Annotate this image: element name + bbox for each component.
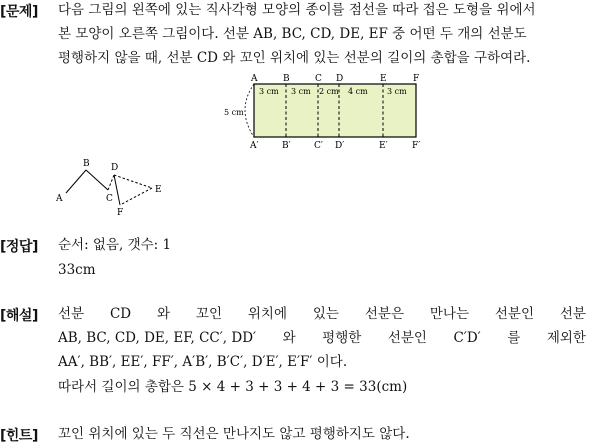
explanation-line-3: AA′, BB′, EE′, FF′, A′B′, B′C′, D′E′, E′F′ 이다. (58, 354, 348, 370)
top-label-c: C (315, 74, 322, 84)
folded-top-view-figure (52, 155, 172, 221)
explanation-tag: [해설] (0, 308, 38, 324)
explanation-word: 평행한 (322, 330, 362, 346)
segment-label-cd: 2 cm (319, 87, 339, 96)
segment-label-de: 4 cm (348, 87, 368, 96)
problem-tag: [문제] (0, 4, 38, 20)
problem-line-3: 평행하지 않을 때, 선분 CD 와 꼬인 위치에 있는 선분의 길이의 총합을 구하여라. (58, 50, 531, 66)
explanation-word: CD (109, 306, 132, 322)
answer-line-2: 33cm (58, 262, 96, 278)
explanation-word: C′D′ (453, 330, 481, 346)
bottom-label-d: D′ (335, 141, 345, 151)
explanation-word: AB, BC, CD, DE, EF, CC′, DD′ (58, 330, 257, 346)
segment-label-ef: 3 cm (387, 87, 407, 96)
explanation-word: 위치에 (247, 306, 288, 322)
fold-label-c: C (106, 194, 113, 204)
top-label-f: F (413, 74, 420, 84)
top-label-d: D (336, 74, 344, 84)
bottom-label-c: C′ (314, 141, 323, 151)
explanation-word: 선분 (58, 306, 85, 322)
segment-label-ab: 3 cm (259, 87, 279, 96)
explanation-word: 와 (157, 306, 171, 322)
fold-label-b: B (83, 159, 90, 169)
hint-tag: [힌트] (0, 428, 38, 444)
height-label: 5 cm (224, 108, 244, 117)
bottom-label-e: E′ (379, 141, 388, 151)
explanation-line-1 (58, 305, 586, 323)
top-label-b: B (283, 74, 290, 84)
explanation-word: 만나는 (429, 306, 469, 322)
fold-label-a: A (56, 194, 63, 204)
bottom-label-b: B′ (282, 141, 291, 151)
explanation-word: 꼬인 (195, 306, 223, 322)
problem-line-2: 본 모양이 오른쪽 그림이다. 선분 AB, BC, CD, DE, EF 중 어떤 두 개의 선분도 (58, 26, 527, 42)
answer-tag: [정답] (0, 239, 38, 255)
explanation-word: 선분인 (387, 330, 427, 346)
explanation-line-4: 따라서 길이의 총합은 5 × 4 + 3 + 3 + 4 + 3 = 33(cm) (58, 379, 408, 395)
hint-line: 꼬인 위치에 있는 두 직선은 만나지도 않고 평행하지도 않다. (58, 426, 410, 442)
top-label-a: A (251, 74, 258, 84)
explanation-word: 있는 (312, 306, 339, 322)
problem-line-1: 다음 그림의 왼쪽에 있는 직사각형 모양의 종이를 점선을 따라 접은 도형을 위에서 (58, 2, 536, 18)
explanation-word: 선분 (559, 306, 586, 322)
top-label-e: E (380, 74, 387, 84)
explanation-word: 선분은 (364, 306, 404, 322)
explanation-word: 를 (507, 330, 521, 346)
answer-line-1: 순서: 없음, 갯수: 1 (58, 237, 172, 253)
explanation-word: 제외한 (546, 330, 586, 346)
height-brace (245, 84, 254, 137)
fold-label-f: F (117, 208, 124, 218)
fold-label-d: D (111, 163, 119, 173)
explanation-word: 와 (282, 330, 296, 346)
explanation-line-2 (58, 329, 586, 347)
bottom-label-f: F′ (412, 141, 421, 151)
segment-label-bc: 3 cm (291, 87, 311, 96)
fold-label-e: E (155, 185, 162, 195)
bottom-label-a: A′ (250, 141, 259, 151)
unfolded-paper-figure (218, 72, 428, 152)
explanation-word: 선분인 (494, 306, 534, 322)
